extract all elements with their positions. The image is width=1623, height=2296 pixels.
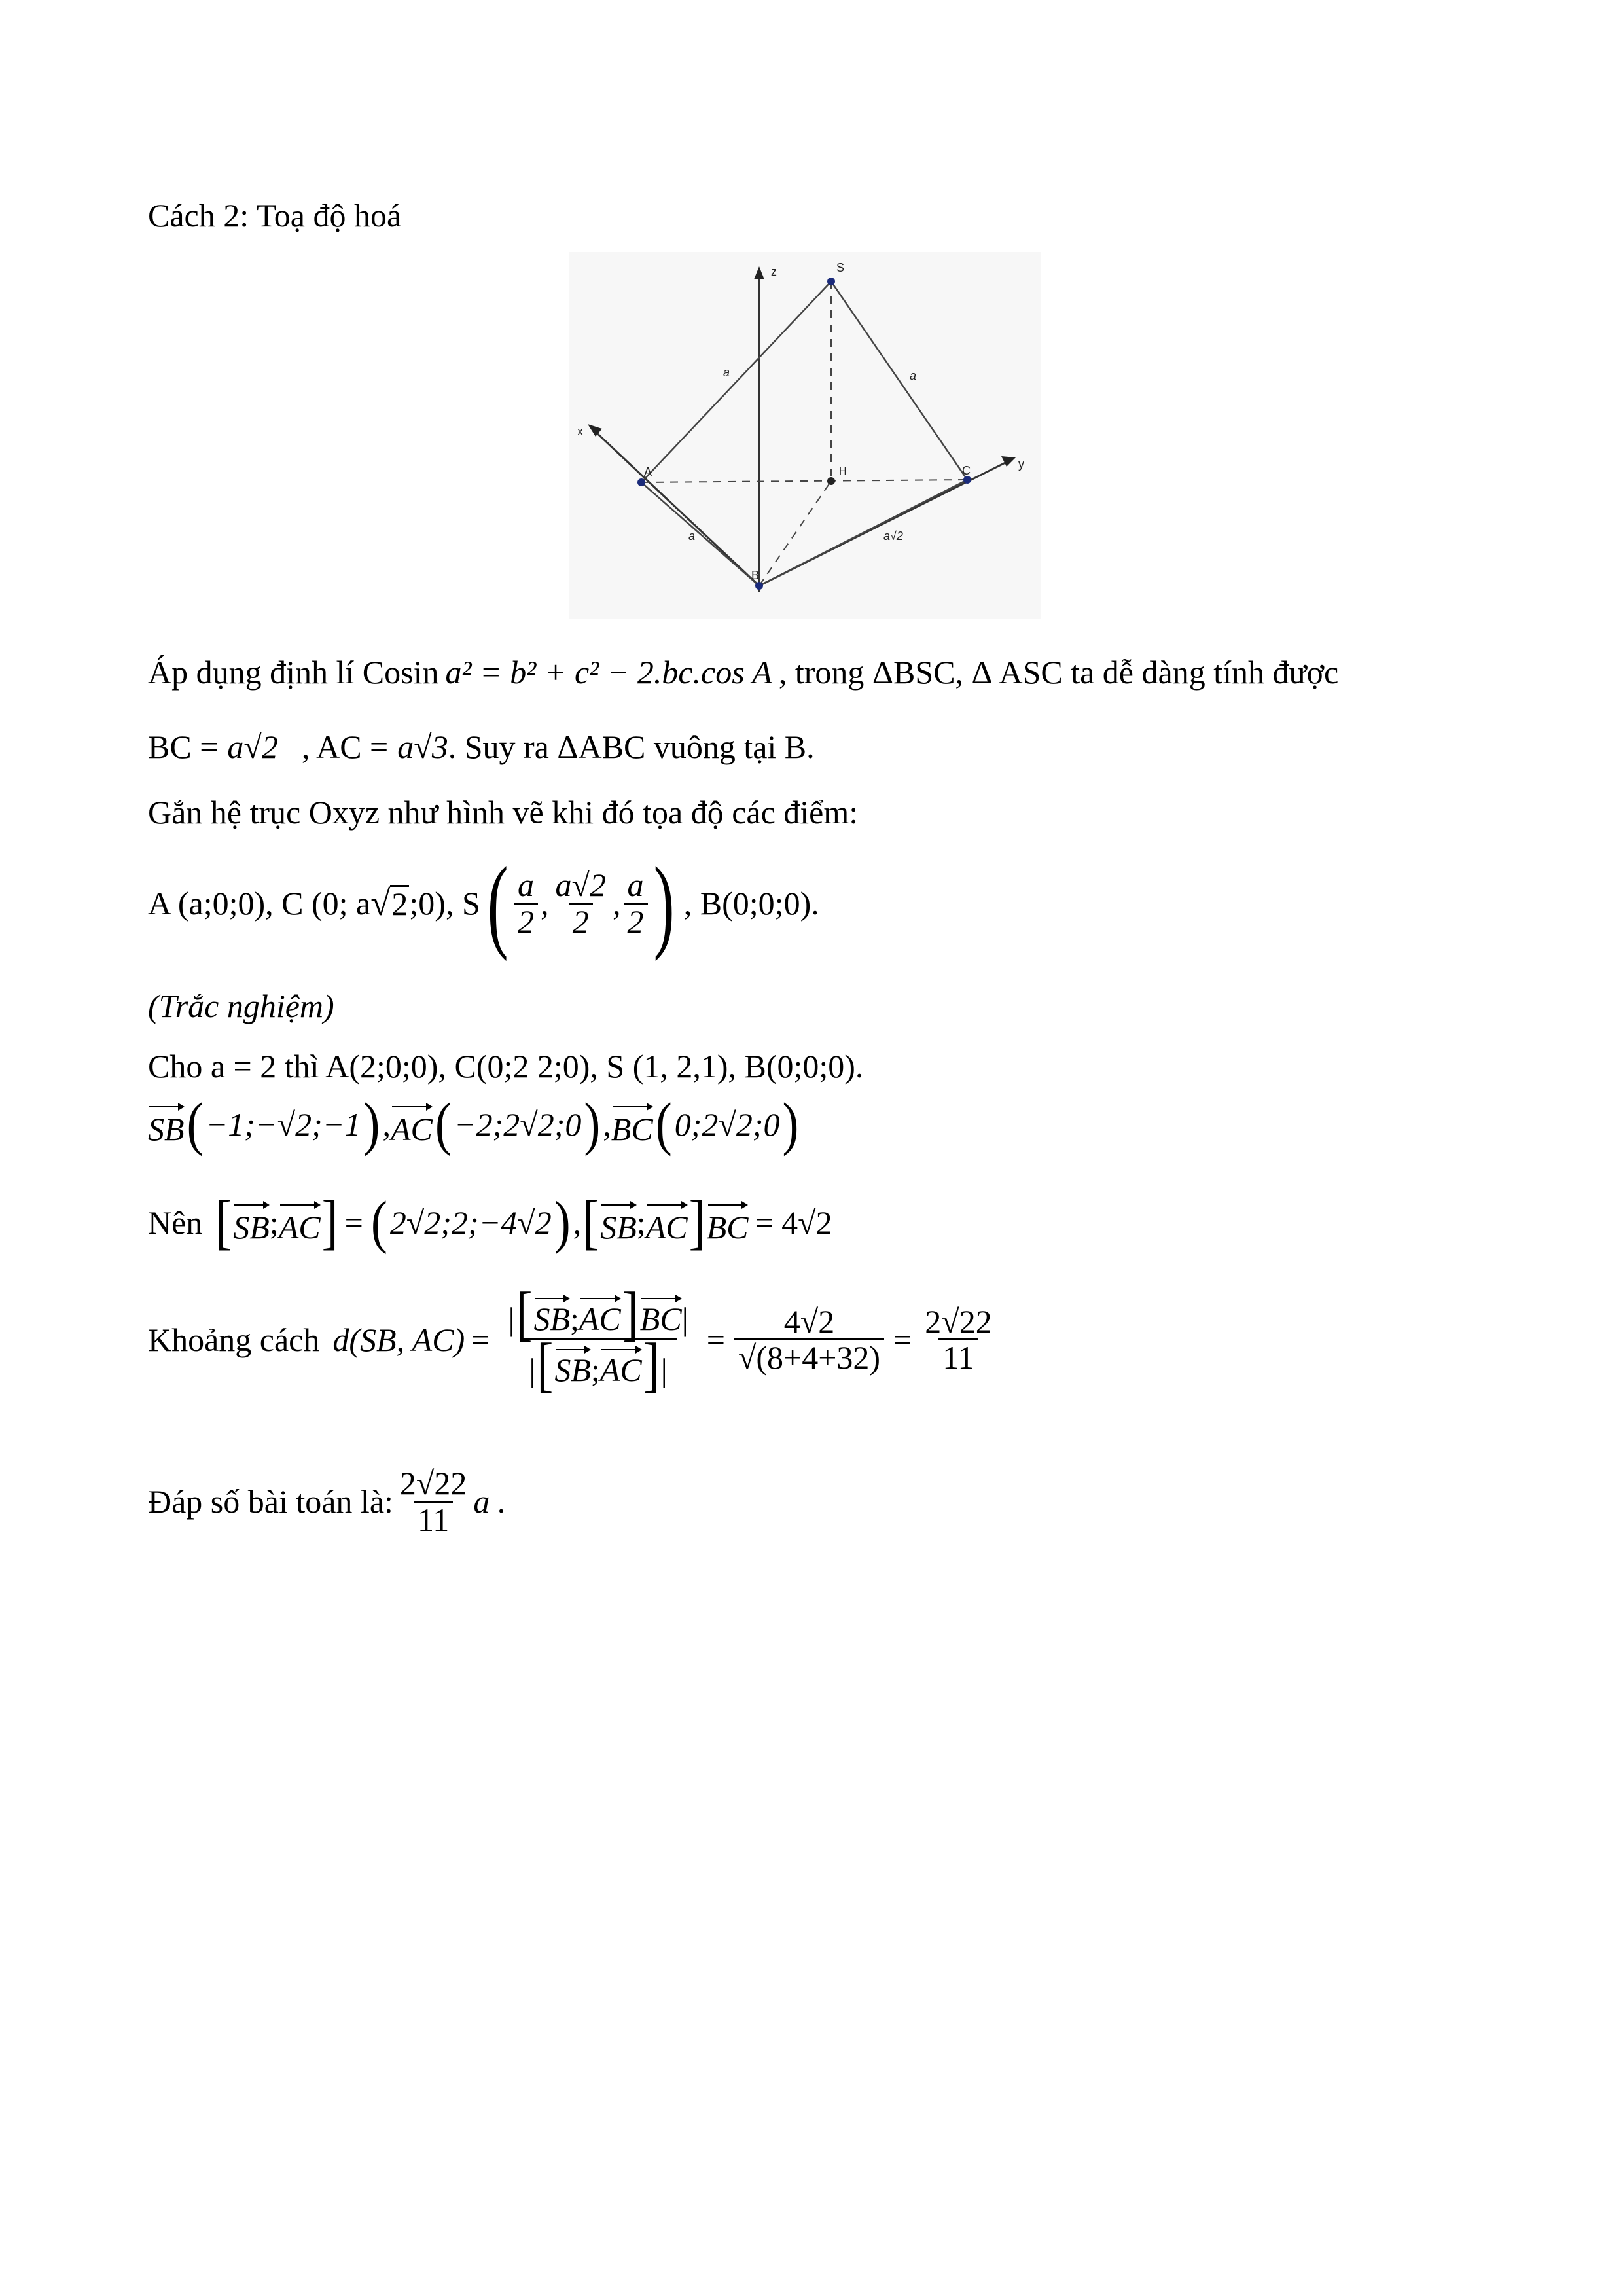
ac-value: a√3 bbox=[397, 728, 448, 765]
cosin-prefix: Áp dụng định lí Cosin bbox=[148, 654, 439, 691]
label-BC: a√2 bbox=[883, 529, 903, 543]
point-A bbox=[637, 478, 645, 486]
vec-bc-name: BC bbox=[611, 1101, 653, 1148]
paragraph-bc-ac bbox=[148, 728, 815, 766]
vectors-line: SB ( −1;−√2;−1 ) , AC ( −2;2√2;0 ) , BC ( 0;2√2;0 ) bbox=[148, 1091, 799, 1157]
label-y: y bbox=[1018, 457, 1024, 471]
distance-final-fraction: $\frac{2√22}{11}$ bbox=[925, 1302, 992, 1376]
s-coord-2: $\frac{a√2}{2}$ bbox=[555, 867, 606, 940]
coord-b-part: , B(0;0;0). bbox=[683, 885, 819, 922]
paragraph-a2: Cho a = 2 thì A(2;0;0), C(0;2 2;0), S (1, 2,1), B(0;0;0). bbox=[148, 1048, 864, 1085]
label-B: B bbox=[751, 569, 760, 582]
label-C: C bbox=[962, 464, 971, 477]
distance-lhs: d(SB, AC) bbox=[332, 1321, 465, 1358]
cosin-formula: a² = b² + c² − 2.bc.cos A bbox=[445, 654, 772, 691]
paragraph-coordinates: A (a;0;0), C (0; a √ 2 ;0), S ( $\frac{a}{2}$ , $\frac{a√2}{2}$ , $\frac{a}{2}$ ) , B(0;0;0). bbox=[148, 845, 819, 961]
cross-prefix: Nên bbox=[148, 1204, 203, 1241]
bc-ac-suffix: . Suy ra ΔABC vuông tại B. bbox=[448, 728, 815, 765]
label-AB: a bbox=[688, 529, 696, 543]
paren-open: ( bbox=[487, 845, 508, 961]
cosin-suffix: , trong ΔBSC, Δ ASC ta dễ dàng tính được bbox=[778, 654, 1339, 691]
vec-ac-name: AC bbox=[391, 1101, 433, 1148]
vec-sb-name: SB bbox=[148, 1101, 185, 1148]
point-H bbox=[827, 477, 835, 485]
point-B bbox=[755, 582, 763, 590]
distance-formula-fraction: $\frac{|[SB;AC]BC|}{|[SB;AC]|}$ bbox=[508, 1280, 688, 1399]
label-A: A bbox=[644, 465, 652, 478]
label-SA: a bbox=[723, 366, 730, 379]
bc-value: a√2 bbox=[227, 728, 278, 765]
answer-suffix: a . bbox=[473, 1483, 507, 1520]
heading: Cách 2: Toạ độ hoá bbox=[148, 197, 402, 234]
vec-sb: −1;−√2;−1 bbox=[205, 1105, 361, 1143]
label-z: z bbox=[771, 265, 777, 278]
distance-line: Khoảng cách d(SB, AC) = $\frac{|[SB;AC]BC|}{|[SB;AC]|}$ = $\frac{4√2}{√(8+4+32)}$ = $\frac{2√22}{11}$ bbox=[148, 1289, 999, 1390]
cross-product-line: Nên [ SB ; AC ] = ( 2√2;2;−4√2 ) , [ SB ; AC ] BC = 4√2 bbox=[148, 1188, 832, 1257]
label-x: x bbox=[577, 425, 583, 438]
answer-fraction: $\frac{2√22}{11}$ bbox=[399, 1465, 467, 1538]
cross-result: 2√2;2;−4√2 bbox=[389, 1204, 552, 1241]
label-S: S bbox=[836, 261, 845, 274]
label-SC: a bbox=[910, 369, 917, 382]
vec-ac: −2;2√2;0 bbox=[454, 1105, 582, 1143]
ac-label: , AC = bbox=[301, 728, 389, 765]
sqrt-2: √ 2 bbox=[370, 883, 408, 924]
mixed-product: = 4√2 bbox=[755, 1204, 832, 1241]
vec-bc: 0;2√2;0 bbox=[674, 1105, 780, 1143]
coord-c-tail: ;0), S bbox=[409, 885, 480, 922]
coord-a-part: A (a;0;0), C (0; a bbox=[148, 885, 371, 922]
distance-prefix: Khoảng cách bbox=[148, 1321, 320, 1358]
subheading: (Trắc nghiệm) bbox=[148, 988, 334, 1024]
bc-label: BC = bbox=[148, 728, 219, 765]
distance-numeric-fraction: $\frac{4√2}{√(8+4+32)}$ bbox=[734, 1304, 884, 1375]
s-coord-1: $\frac{a}{2}$ bbox=[514, 868, 538, 939]
paragraph-oxyz: Gắn hệ trục Oxyz như hình vẽ khi đó tọa độ các điểm: bbox=[148, 794, 859, 831]
s-coord-3: $\frac{a}{2}$ bbox=[624, 868, 648, 939]
paren-close: ) bbox=[653, 845, 675, 961]
point-S bbox=[827, 278, 835, 285]
label-H: H bbox=[839, 466, 847, 477]
paragraph-cosin bbox=[148, 653, 1338, 691]
answer-prefix: Đáp số bài toán là: bbox=[148, 1483, 393, 1520]
pyramid-figure bbox=[569, 252, 1041, 619]
answer-line bbox=[148, 1466, 506, 1537]
